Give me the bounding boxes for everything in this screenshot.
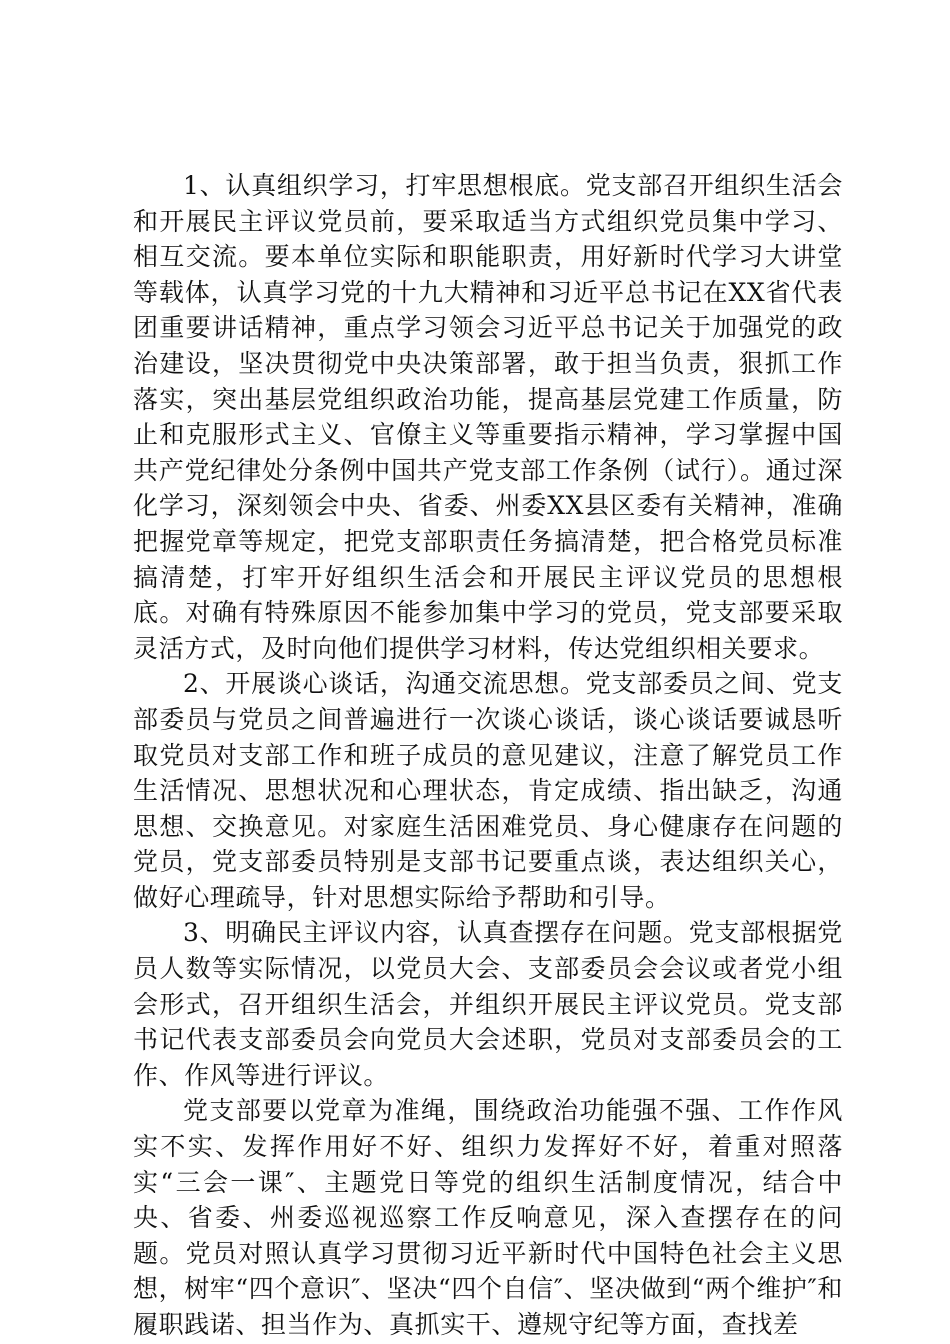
paragraph-democratic-review: 3、明确民主评议内容，认真查摆存在问题。党支部根据党员人数等实际情况，以党员大会、支部委员会会议或者党小组会形式，召开组织生活会，并组织开展民主评议党员。党支部书记代表支部委员会向党员大会述职，党员对支部委员会的工作、作风等进行评议。	[133, 918, 843, 1090]
paragraph-heart-to-heart-talk: 2、开展谈心谈话，沟通交流思想。党支部委员之间、党支部委员与党员之间普遍进行一次谈心谈话，谈心谈话要诚恳听取党员对支部工作和班子成员的意见建议，注意了解党员工作生活情况、思想状况和心理状态，肯定成绩、指出缺乏，沟通思想、交换意见。对家庭生活困难党员、身心健康存在问题的党员，党支部委员特别是支部书记要重点谈，表达组织关心，做好心理疏导，针对思想实际给予帮助和引导。	[133, 669, 843, 912]
document-body	[133, 168, 843, 1343]
paragraph-party-branch-review: 党支部要以党章为准绳，围绕政治功能强不强、工作作风实不实、发挥作用好不好、组织力发挥好不好，着重对照落实“三会一课″、主题党日等党的组织生活制度情况，结合中央、省委、州委巡视巡察工作反响意见，深入查摆存在的问题。党员对照认真学习贯彻习近平新时代中国特色社会主义思想，树牢“四个意识″、坚决“四个自信″、坚决做到“两个维护″和履职践诺、担当作为、真抓实干、遵规守纪等方面，查找差	[133, 1096, 843, 1339]
paragraph-study: 1、认真组织学习，打牢思想根底。党支部召开组织生活会和开展民主评议党员前，要采取适当方式组织党员集中学习、相互交流。要本单位实际和职能职责，用好新时代学习大讲堂等载体，认真学习党的十九大精神和习近平总书记在XX省代表团重要讲话精神，重点学习领会习近平总书记关于加强党的政治建设，坚决贯彻党中央决策部署，敢于担当负责，狠抓工作落实，突出基层党组织政治功能，提高基层党建工作质量，防止和克服形式主义、官僚主义等重要指示精神，学习掌握中国共产党纪律处分条例中国共产党支部工作条例（试行）。通过深化学习，深刻领会中央、省委、州委XX县区委有关精神，准确把握党章等规定，把党支部职责任务搞清楚，把合格党员标准搞清楚，打牢开好组织生活会和开展民主评议党员的思想根底。对确有特殊原因不能参加集中学习的党员，党支部要采取灵活方式，及时向他们提供学习材料，传达党组织相关要求。	[133, 171, 843, 663]
